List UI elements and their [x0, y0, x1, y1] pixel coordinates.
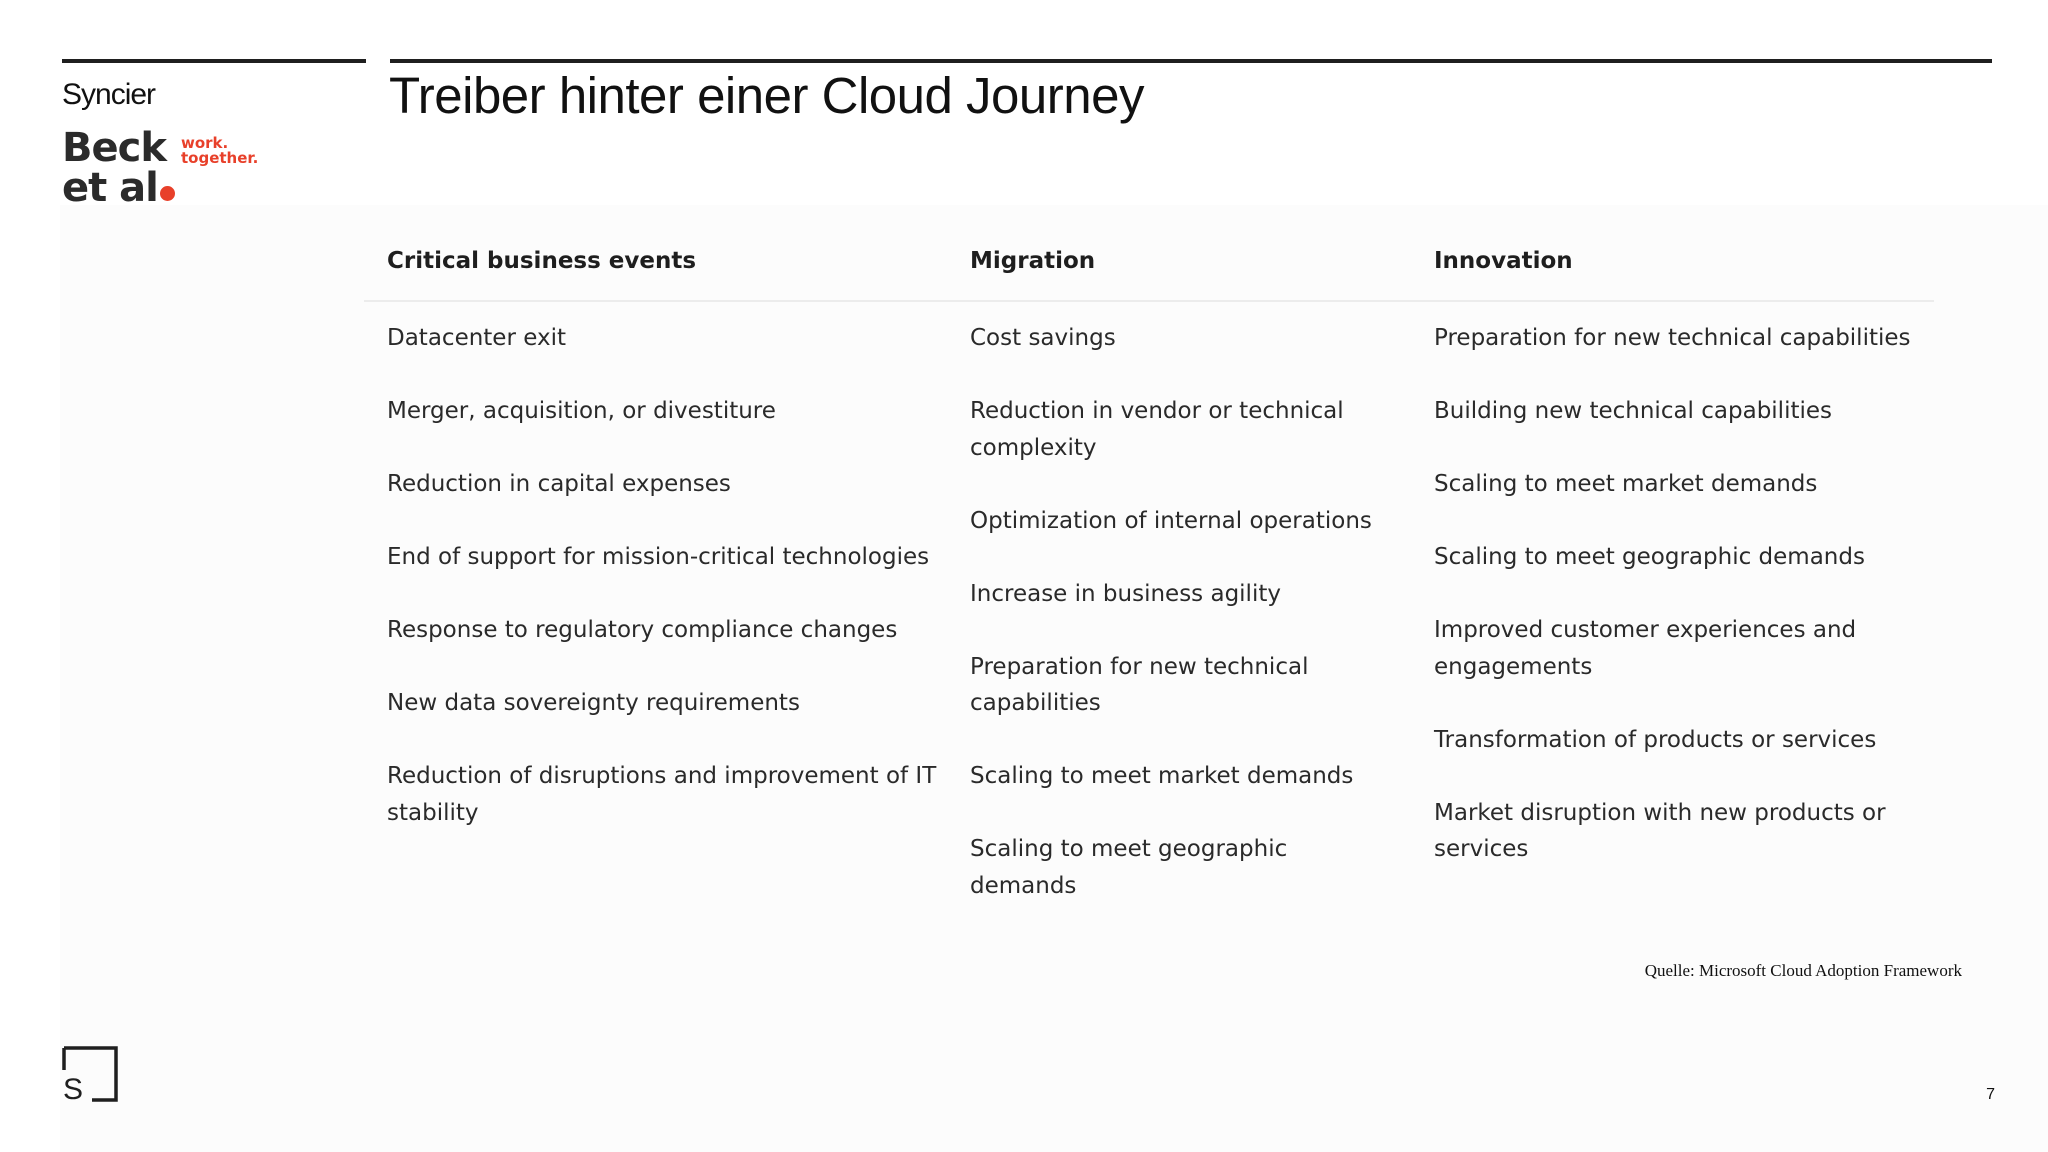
- list-item: Scaling to meet market demands: [1434, 471, 1818, 497]
- column-header-migration: Migration: [970, 248, 1096, 274]
- table-header-row: [364, 240, 1934, 302]
- list-item: Cost savings: [970, 325, 1116, 351]
- list-item: Scaling to meet geographic demands: [970, 836, 1288, 899]
- list-item: Transformation of products or services: [1434, 726, 1877, 753]
- list-item: Reduction in capital expenses: [387, 471, 731, 497]
- logo-tagline: [181, 136, 258, 166]
- list-item: Increase in business agility: [970, 580, 1281, 607]
- list-item: Market disruption with new products or services: [1434, 799, 1886, 862]
- list-item: Preparation for new technical capabilities: [1434, 325, 1911, 351]
- list-item: Scaling to meet geographic demands: [1434, 544, 1865, 570]
- source-citation: Quelle: Microsoft Cloud Adoption Framework: [1644, 961, 1962, 980]
- column-migration: [970, 320, 1390, 941]
- list-item: Scaling to meet market demands: [970, 763, 1354, 789]
- column-header-innovation: Innovation: [1434, 248, 1573, 274]
- logo-tagline-line1: work.: [181, 134, 229, 152]
- logo-word-beck: Beck: [62, 125, 166, 171]
- list-item: Datacenter exit: [387, 325, 566, 351]
- logo-tagline-line2: together.: [181, 149, 259, 167]
- list-item: Optimization of internal operations: [970, 507, 1372, 534]
- logo-word-et-al: [62, 165, 175, 211]
- drivers-table: [364, 240, 1934, 899]
- page-number: 7: [1986, 1086, 1995, 1103]
- beck-et-al-logo: [62, 126, 262, 212]
- list-item: Response to regulatory compliance changes: [387, 617, 898, 643]
- list-item: Merger, acquisition, or divestiture: [387, 398, 776, 424]
- list-item: Preparation for new technical capabilities: [970, 653, 1309, 716]
- column-critical-business-events: [387, 320, 947, 868]
- syncier-s-logo-letter: S: [63, 1073, 84, 1102]
- column-innovation: [1434, 320, 1924, 904]
- brand-name: Syncier: [62, 78, 156, 111]
- header-rule-left: [62, 59, 366, 63]
- list-item: Reduction of disruptions and improvement of IT stability: [387, 763, 937, 826]
- logo-dot-icon: [160, 186, 175, 201]
- column-header-critical-business-events: Critical business events: [387, 248, 697, 274]
- header-rule-right: [390, 59, 1992, 63]
- list-item: Improved customer experiences and engagements: [1434, 617, 1857, 680]
- list-item: Reduction in vendor or technical complexity: [970, 398, 1344, 461]
- logo-word-et-al-text: et al: [62, 165, 158, 211]
- list-item: Building new technical capabilities: [1434, 398, 1833, 424]
- list-item: End of support for mission-critical technologies: [387, 544, 930, 570]
- syncier-s-logo-icon: [62, 1046, 118, 1102]
- page-title: Treiber hinter einer Cloud Journey: [389, 67, 1144, 124]
- list-item: New data sovereignty requirements: [387, 690, 800, 716]
